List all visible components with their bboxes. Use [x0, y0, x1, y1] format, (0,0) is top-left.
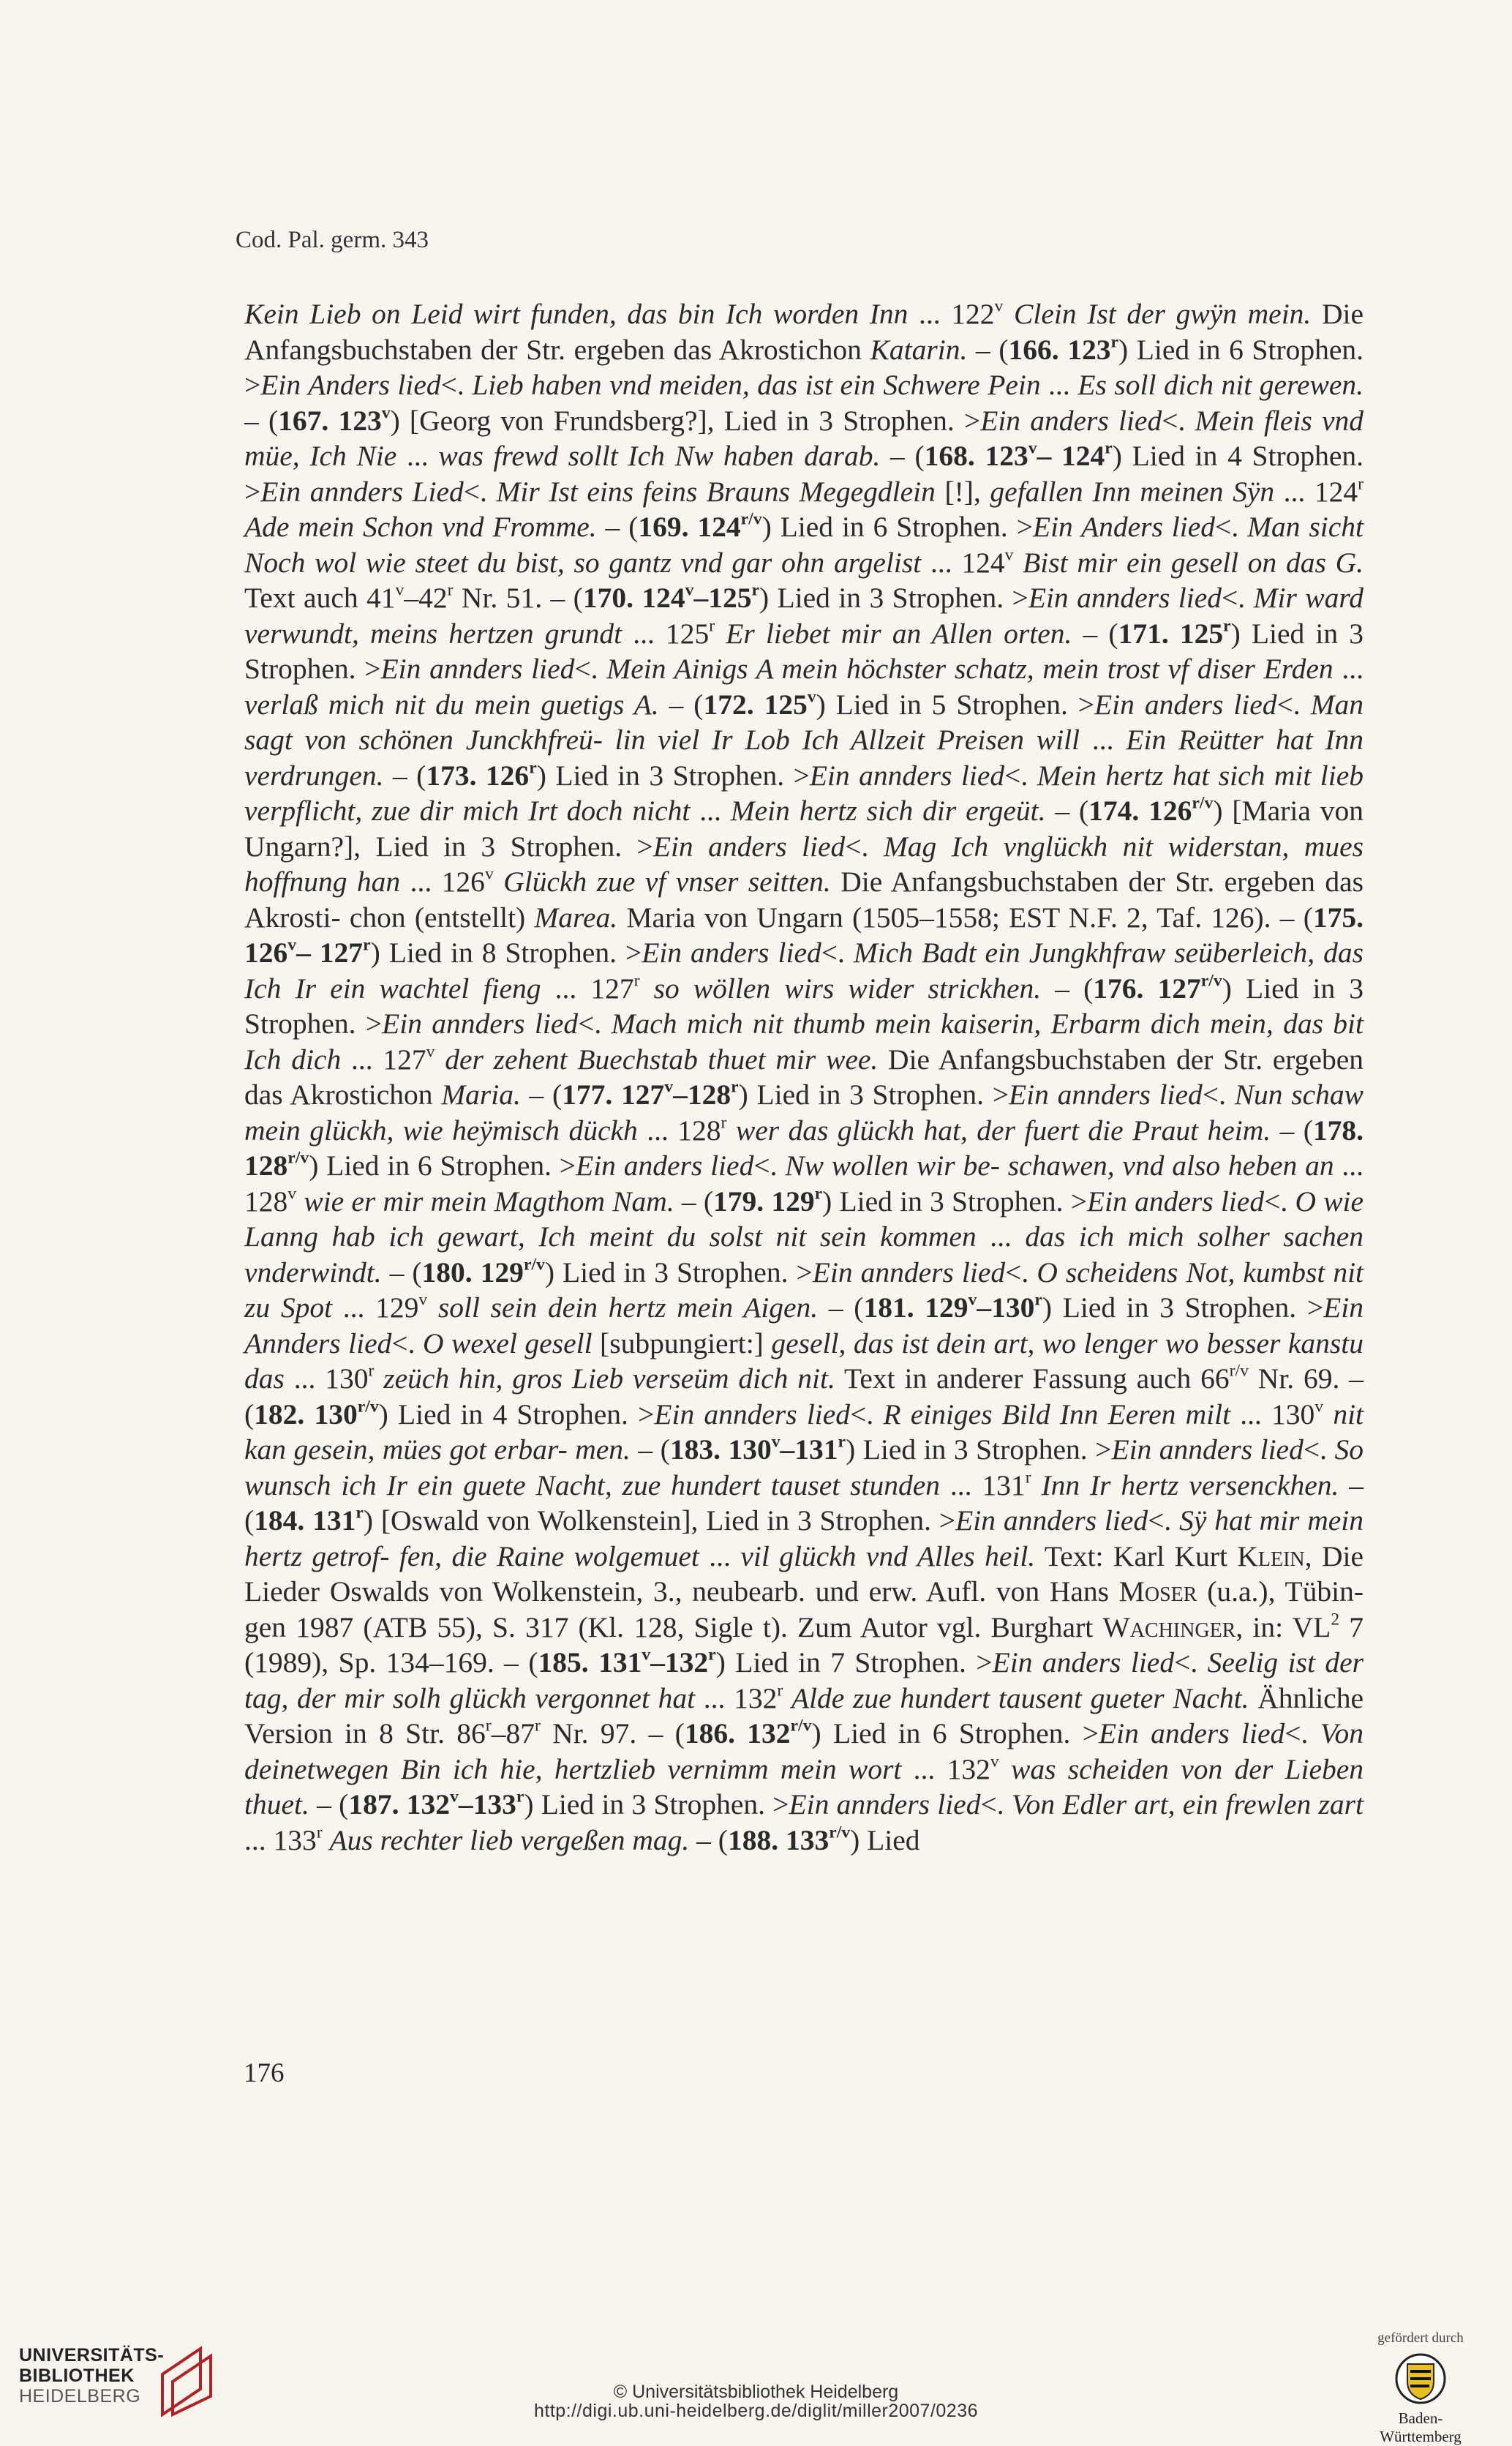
copyright-notice: © Universitätsbibliothek Heidelberg [613, 2382, 899, 2402]
permalink-url[interactable]: http://digi.ub.uni-heidelberg.de/diglit/miller2007/0236 [533, 2401, 979, 2421]
library-name-line1: UNIVERSITÄTS- [19, 2345, 165, 2366]
sponsor-label: gefördert durch [1377, 2330, 1464, 2346]
catalogue-entry-text: Kein Lieb on Leid wirt funden, das bin Ich worden Inn ... 122$^v$ Clein Ist der gwÿn mein. Die Anfangsbuchstaben der Str. ergeben das Akrostichon Katarin. – (166. 123$^r$) Lied in 6 Strophen. >Ein Anders lied<. Lieb haben vnd meiden, das ist ein Schwere Pein ... Es soll dich nit gerewen. – (167. 123$^v$) [Georg von Frundsberg?], Lied in 3 Strophen. >Ein anders lied<. Mein fleis vnd müe, Ich Nie ... was frewd sollt Ich Nw haben darab. – (168. 123$^v$– 124$^r$) Lied in 4 Strophen. >Ein annders Lied<. Mir Ist eins feins Brauns Megegdlein [!], gefallen Inn meinen Sÿn ... 124$^r$ Ade mein Schon vnd Fromme. – (169. $124^{r/v}$) Lied in 6 Strophen. >Ein Anders lied<. Man sicht Noch wol wie steet du bist, so gantz vnd gar ohn argelist ... 124$^v$ Bist mir ein gesell on das G. Text auch 41$^v$–42$^r$ Nr. 51. – (170. 124$^v$–125$^r$) Lied in 3 Strophen. >Ein annders lied<. Mir ward verwundt, meins hertzen grundt ... 125$^r$ Er liebet mir an Allen orten. – (171. 125$^r$) Lied in 3 Strophen. >Ein annders lied<. Mein Ainigs A mein höchster schatz, mein trost vf diser Erden ... verlaß mich nit du mein guetigs A. – (172. 125$^v$) Lied in 5 Strophen. >Ein anders lied<. Man sagt von schönen Junckhfreü- lin viel Ir Lob Ich Allzeit Preisen will ... Ein Reütter hat Inn verdrungen. – (173. 126$^r$) Lied in 3 Strophen. >Ein annders lied<. Mein hertz hat sich mit lieb verpflicht, zue dir mich Irt doch nicht ... Mein hertz sich dir ergeüt. – (174. $126^{r/v}$) [Maria von Ungarn?], Lied in 3 Strophen. >Ein anders lied<. Mag Ich vnglückh nit widerstan, mues hoffnung han ... 126$^v$ Glückh zue vf vnser seitten. Die Anfangsbuchstaben der Str. ergeben das Akrosti- chon (entstellt) Marea. Maria von Ungarn (1505–1558; EST N.F. 2, Taf. 126). – (175. 126$^v$– 127$^r$) Lied in 8 Strophen. >Ein anders lied<. Mich Badt ein Jungkhfraw seüberleich, das Ich Ir ein wachtel fieng ... 127$^r$ so wöllen wirs wider strickhen. – (176. $127^{r/v}$) Lied in 3 Strophen. >Ein annders lied<. Mach mich nit thumb mein kaiserin, Erbarm dich mein, das bit Ich dich ... 127$^v$ der zehent Buechstab thuet mir wee. Die Anfangsbuchstaben der Str. ergeben das Akrostichon Maria. – (177. 127$^v$–128$^r$) Lied in 3 Strophen. >Ein annders lied<. Nun schaw mein glückh, wie heÿmisch dückh ... 128$^r$ wer das glückh hat, der fuert die Praut heim. – (178. $128^{r/v}$) Lied in 6 Strophen. >Ein anders lied<. Nw wollen wir be- schawen, vnd also heben an ... 128$^v$ wie er mir mein Magthom Nam. – (179. 129$^r$) Lied in 3 Strophen. >Ein anders lied<. O wie Lanng hab ich gewart, Ich meint du solst nit sein kommen ... das ich mich solher sachen vnderwindt. – (180. $129^{r/v}$) Lied in 3 Strophen. >Ein annders lied<. O scheidens Not, kumbst nit zu Spot ... 129$^v$ soll sein dein hertz mein Aigen. – (181. 129$^v$–130$^r$) Lied in 3 Strophen. >Ein Annders lied<. O wexel gesell [subpungiert:] gesell, das ist dein art, wo lenger wo besser kanstu das ... 130$^r$ zeüch hin, gros Lieb verseüm dich nit. Text in anderer Fassung auch $66^{r/v}$ Nr. 69. – (182. $130^{r/v}$) Lied in 4 Strophen. >Ein annders lied<. R einiges Bild Inn Eeren milt ... 130$^v$ nit kan gesein, mües got erbar- men. – (183. 130$^v$–131$^r$) Lied in 3 Strophen. >Ein annders lied<. So wunsch ich Ir ein guete Nacht, zue hundert tauset stunden ... 131$^r$ Inn Ir hertz versenckhen. – (184. 131$^r$) [Oswald von Wolkenstein], Lied in 3 Strophen. >Ein annders lied<. Sÿ hat mir mein hertz getrof- fen, die Raine wolgemuet ... vil glückh vnd Alles heil. Text: Karl Kurt Klein, Die Lieder Oswalds von Wolkenstein, 3., neubearb. und erw. Aufl. von Hans Moser (u.a.), Tübin- gen 1987 (ATB 55), S. 317 (Kl. 128, Sigle t). Zum Autor vgl. Burghart Wachinger, in: $VL^2$ 7 (1989), Sp. 134–169. – (185. 131$^v$–132$^r$) Lied in 7 Strophen. >Ein anders lied<. Seelig ist der tag, der mir solh glückh vergonnet hat ... 132$^r$ Alde zue hundert tausent gueter Nacht. Ähnliche Version in 8 Str. 86$^r$–87$^r$ Nr. 97. – (186. $132^{r/v}$) Lied in 6 Strophen. >Ein anders lied<. Von deinetwegen Bin ich hie, hertzlieb vernimm mein wort ... 132$^v$ was scheiden von der Lieben thuet. – (187. 132$^v$–133$^r$) Lied in 3 Strophen. >Ein annders lied<. Von Edler art, ein frewlen zart ... 133$^r$ Aus rechter lieb vergeßen mag. – (188. $133^{r/v}$) Lied [244, 296, 1364, 1856]
library-name-line2: BIBLIOTHEK [19, 2366, 135, 2386]
page-number: 176 [244, 2058, 285, 2088]
state-crest-icon [1394, 2352, 1447, 2405]
sponsor-name: Baden-Württemberg [1380, 2409, 1462, 2445]
library-name-line3: HEIDELBERG [19, 2386, 141, 2406]
running-title: Cod. Pal. germ. 343 [236, 227, 429, 253]
footer [0, 2301, 1512, 2445]
sponsor-block [1358, 2330, 1483, 2446]
